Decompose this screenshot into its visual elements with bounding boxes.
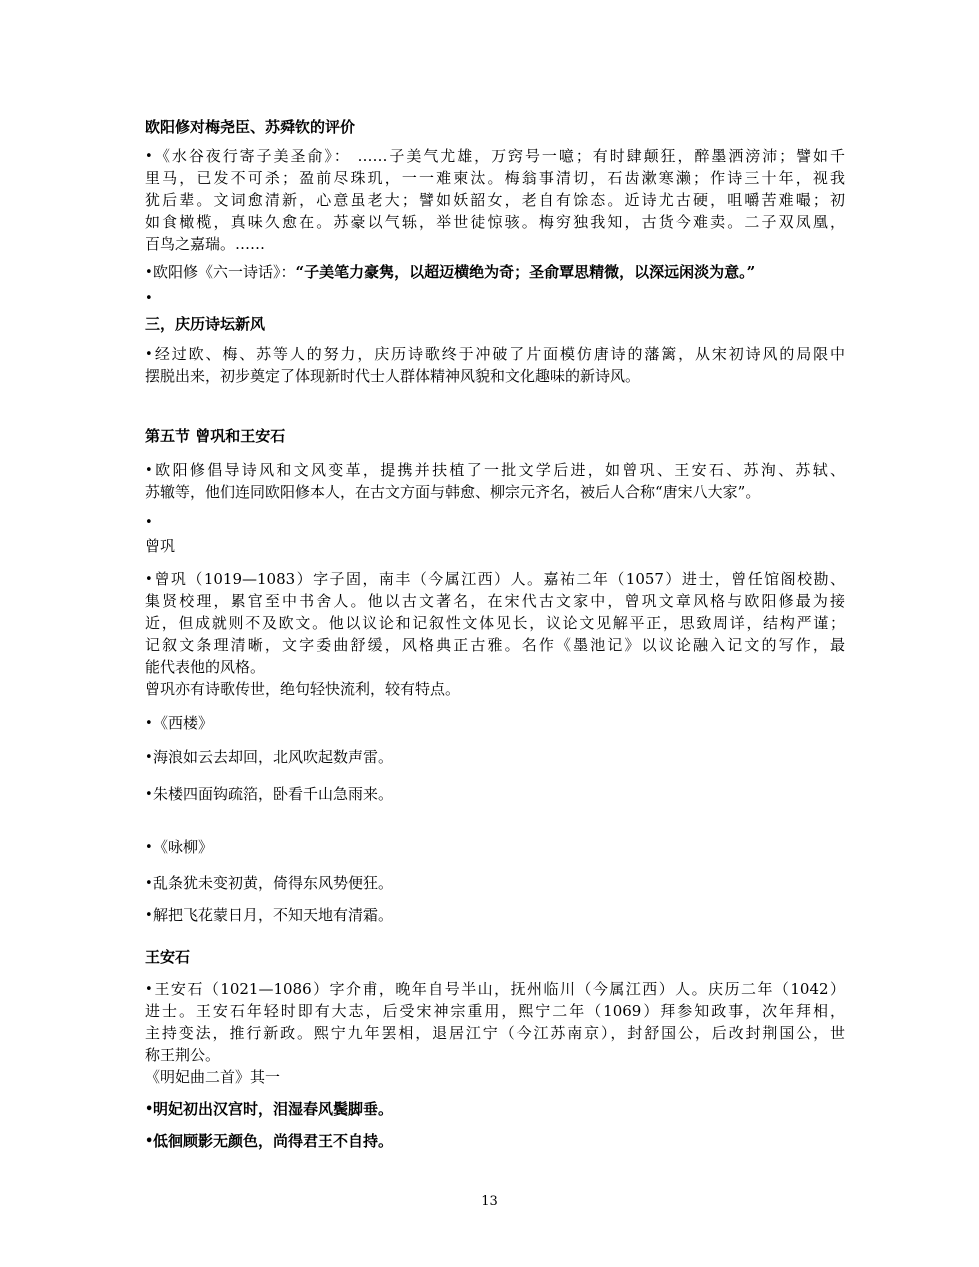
- section-heading-chapter5: 第五节 曾巩和王安石: [145, 427, 286, 445]
- poem-line: •海浪如云去却回，北风吹起数声雷。: [145, 746, 845, 769]
- bullet-icon: •: [145, 572, 153, 587]
- poem-title-xilou: •《西楼》: [145, 712, 845, 735]
- zenggong-bio-line-2: 集贤校理，累官至中书舍人。他以古文著名，在宋代古文家中，曾巩文章风格与欧阳修最为接: [145, 592, 845, 610]
- poem-line: •朱楼四面钩疏箔，卧看千山急雨来。: [145, 783, 845, 806]
- quote-line-4: 如食橄榄，真味久愈在。苏豪以气轹，举世徒惊骇。梅穷独我知，古货今难卖。二子双凤凰，: [145, 213, 845, 231]
- bullet-icon: •: [145, 515, 153, 530]
- bullet-icon: •: [145, 265, 153, 280]
- intro-line-2: 苏辙等，他们连同欧阳修本人，在古文方面与韩愈、柳宗元齐名，被后人合称“唐宋八大家”。: [145, 483, 761, 501]
- poem-title-yongliu: •《咏柳》: [145, 836, 845, 859]
- subheading-wanganshi: 王安石: [145, 948, 191, 966]
- wanganshi-bio-line-3: 主持变法，推行新政。熙宁九年罢相，退居江宁（今江苏南京），封舒国公，后改封荆国公，世: [145, 1024, 845, 1042]
- qingli-line-2: 摆脱出来，初步奠定了体现新时代士人群体精神风貌和文化趣味的新诗风。: [145, 367, 641, 385]
- bullet-icon: •: [145, 149, 153, 164]
- quote-line-1: •《水谷夜行寄子美圣俞》： ……子美气尤雄，万窍号一噫；有时肆颠狂，醉墨洒滂沛；譬如千: [145, 145, 845, 168]
- bullet-icon: •: [145, 1134, 154, 1149]
- intro-line-1: •欧阳修倡导诗风和文风变革，提携并扶植了一批文学后进，如曾巩、王安石、苏洵、苏轼、: [145, 459, 845, 482]
- wanganshi-bio-line-4: 称王荆公。: [145, 1046, 221, 1064]
- zenggong-bio-line-3: 近，但成就则不及欧文。他以议论和记叙性文体见长，议论文见解平正，思致周详，结构严谨；: [145, 614, 845, 632]
- zenggong-bio-line-5: 能代表他的风格。: [145, 658, 266, 676]
- bullet-icon: •: [145, 1102, 154, 1117]
- bullet-icon: •: [145, 787, 153, 802]
- section-heading-qingli: 三，庆历诗坛新风: [145, 315, 266, 333]
- qingli-line-1: •经过欧、梅、苏等人的努力，庆历诗歌终于冲破了片面模仿唐诗的藩篱，从宋初诗风的局限中: [145, 343, 845, 366]
- subheading-zenggong: 曾巩: [145, 537, 176, 555]
- shihua-paragraph: [145, 261, 845, 284]
- poem-title-mingfei: 《明妃曲二首》其一: [145, 1068, 281, 1086]
- wanganshi-bio-line-1: •王安石（1021—1086）字介甫，晚年自号半山，抚州临川（今属江西）人。庆历二年（1042）: [145, 978, 845, 1001]
- shihua-prefix: 欧阳修《六一诗话》：: [153, 263, 296, 281]
- poem-line: •解把飞花蒙日月，不知天地有清霜。: [145, 904, 845, 927]
- empty-bullet: [145, 287, 845, 310]
- zenggong-bio-line-1: •曾巩（1019—1083）字子固，南丰（今属江西）人。嘉祐二年（1057）进士，曾任馆阁校勘、: [145, 568, 845, 591]
- zenggong-poetry-note: 曾巩亦有诗歌传世，绝句轻快流利，较有特点。: [145, 680, 461, 698]
- zenggong-bio-line-4: 记叙文条理清晰，文字委曲舒缓，风格典正古雅。名作《墨池记》以议论融入记文的写作，最: [145, 636, 845, 654]
- bullet-icon: •: [145, 840, 153, 855]
- page-number: 13: [481, 1194, 498, 1209]
- bullet-icon: •: [145, 982, 153, 997]
- bullet-icon: •: [145, 876, 153, 891]
- bullet-icon: •: [145, 463, 153, 478]
- wanganshi-bio-line-2: 进士。王安石年轻时即有大志，后受宋神宗重用，熙宁二年（1069）拜参知政事，次年拜相，: [145, 1002, 845, 1020]
- poem-line: •乱条犹未变初黄，倚得东风势便狂。: [145, 872, 845, 895]
- poem-line: •明妃初出汉宫时，泪湿春风鬓脚垂。: [145, 1098, 845, 1121]
- shihua-quote: “子美笔力豪隽，以超迈横绝为奇；圣俞覃思精微，以深远闲淡为意。”: [295, 263, 756, 281]
- quote-line-3: 犹后辈。文词愈清新，心意虽老大；譬如妖韶女，老自有馀态。近诗尤古硬，咀嚼苦难嘬；初: [145, 191, 845, 209]
- quote-line-5: 百鸟之嘉瑞。……: [145, 235, 266, 253]
- bullet-icon: •: [145, 750, 153, 765]
- bullet-icon: •: [145, 347, 153, 362]
- poem-line: •低徊顾影无颜色，尚得君王不自持。: [145, 1130, 845, 1153]
- quote-line-2: 里马，已发不可杀；盈前尽珠玑，一一难柬汰。梅翁事清切，石齿漱寒濑；作诗三十年，视我: [145, 169, 845, 187]
- empty-bullet: [145, 511, 845, 534]
- bullet-icon: •: [145, 908, 153, 923]
- section-heading-evaluation: 欧阳修对梅尧臣、苏舜钦的评价: [145, 118, 356, 136]
- bullet-icon: •: [145, 291, 153, 306]
- bullet-icon: •: [145, 716, 153, 731]
